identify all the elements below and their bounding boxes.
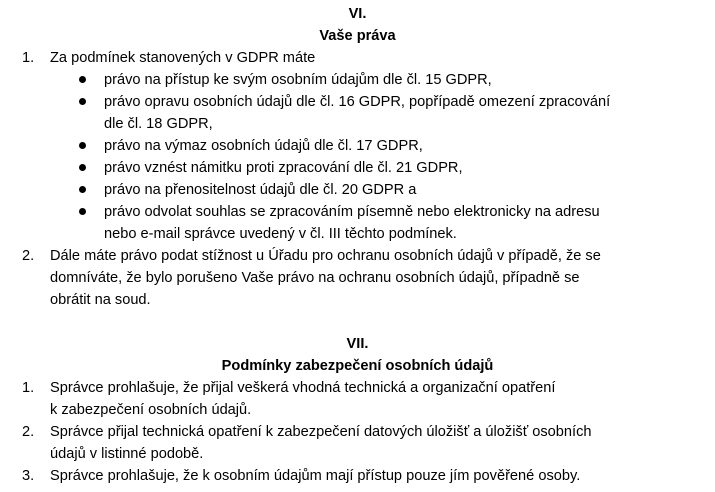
list-number: 3. xyxy=(22,468,35,484)
list-number: 1. xyxy=(22,380,35,396)
bullet-item-text: právo vznést námitku proti zpracování dle čl. 21 GDPR, xyxy=(104,160,463,176)
section-6-title: Vaše práva xyxy=(319,28,396,44)
list-item-text: Správce prohlašuje, že přijal veškerá vhodná technická a organizační opatření xyxy=(50,380,556,396)
bullet-icon xyxy=(79,208,86,215)
section-7-number: VII. xyxy=(346,336,369,352)
list-item-text: Správce přijal technická opatření k zabezpečení datových úložišť a úložišť osobních xyxy=(50,424,592,440)
bullet-item-text-continued: dle čl. 18 GDPR, xyxy=(104,116,213,132)
list-item-text: Dále máte právo podat stížnost u Úřadu pro ochranu osobních údajů v případě, že se xyxy=(50,248,601,264)
bullet-icon xyxy=(79,186,86,193)
list-item-text-continued: obrátit na soud. xyxy=(50,292,151,308)
bullet-item-text: právo na přenositelnost údajů dle čl. 20 GDPR a xyxy=(104,182,417,198)
section-7-title: Podmínky zabezpečení osobních údajů xyxy=(221,358,494,374)
section-6-number: VI. xyxy=(348,6,367,22)
list-item-text: Za podmínek stanovených v GDPR máte xyxy=(50,50,316,66)
bullet-item-text-continued: nebo e-mail správce uvedený v čl. III těchto podmínek. xyxy=(104,226,457,242)
list-number: 2. xyxy=(22,424,35,440)
list-item-text-continued: domníváte, že bylo porušeno Vaše právo na ochranu osobních údajů, případně se xyxy=(50,270,580,286)
bullet-item-text: právo na přístup ke svým osobním údajům dle čl. 15 GDPR, xyxy=(104,72,492,88)
bullet-icon xyxy=(79,164,86,171)
list-item-text: Správce prohlašuje, že k osobním údajům mají přístup pouze jím pověřené osoby. xyxy=(50,468,581,484)
bullet-item-text: právo odvolat souhlas se zpracováním písemně nebo elektronicky na adresu xyxy=(104,204,600,220)
list-item-text-continued: údajů v listinné podobě. xyxy=(50,446,204,462)
bullet-icon xyxy=(79,98,86,105)
bullet-item-text: právo opravu osobních údajů dle čl. 16 GDPR, popřípadě omezení zpracování xyxy=(104,94,611,110)
list-number: 2. xyxy=(22,248,35,264)
list-number: 1. xyxy=(22,50,35,66)
bullet-item-text: právo na výmaz osobních údajů dle čl. 17 GDPR, xyxy=(104,138,423,154)
bullet-icon xyxy=(79,142,86,149)
list-item-text-continued: k zabezpečení osobních údajů. xyxy=(50,402,252,418)
bullet-icon xyxy=(79,76,86,83)
